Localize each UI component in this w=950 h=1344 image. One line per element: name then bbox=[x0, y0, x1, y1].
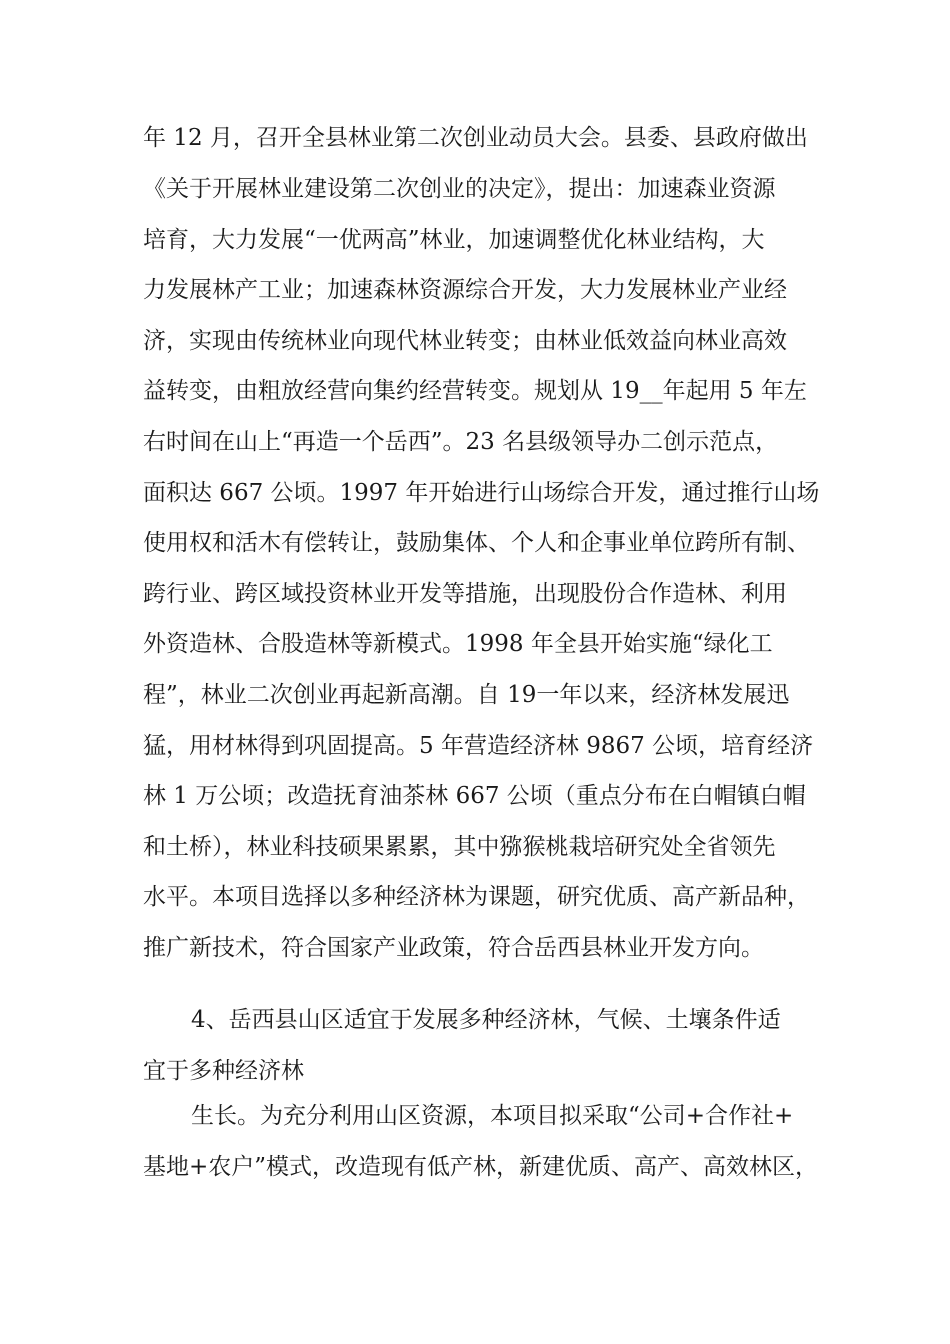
paragraph-line: 面积达 667 公顷。1997 年开始进行山场综合开发，通过推行山场 bbox=[143, 480, 820, 506]
paragraph-line: 益转变，由粗放经营向集约经营转变。规划从 19__年起用 5 年左 bbox=[143, 378, 807, 404]
paragraph-line: 林 1 万公顷；改造抚育油茶林 667 公顷（重点分布在白帽镇白帽 bbox=[143, 783, 806, 809]
paragraph-line: 和土桥），林业科技硕果累累，其中猕猴桃栽培研究处全省领先 bbox=[143, 834, 776, 860]
paragraph-line: 年 12 月，召开全县林业第二次创业动员大会。县委、县政府做出 bbox=[143, 125, 808, 151]
paragraph-line: 基地+农户”模式，改造现有低产林，新建优质、高产、高效林区， bbox=[143, 1154, 819, 1180]
paragraph-line: 使用权和活木有偿转让，鼓励集体、个人和企事业单位跨所有制、 bbox=[143, 530, 810, 556]
paragraph-line: 程”，林业二次创业再起新高潮。自 19一年以来，经济林发展迅 bbox=[143, 682, 790, 708]
paragraph-line: 猛，用材林得到巩固提高。5 年营造经济林 9867 公顷，培育经济 bbox=[143, 733, 814, 759]
paragraph-line: 推广新技术，符合国家产业政策，符合岳西县林业开发方向。 bbox=[143, 935, 764, 961]
paragraph-line: 外资造林、合股造林等新模式。1998 年全县开始实施“绿化工 bbox=[143, 631, 773, 657]
paragraph-line: 水平。本项目选择以多种经济林为课题，研究优质、高产新品种， bbox=[143, 884, 810, 910]
paragraph-line: 《关于开展林业建设第二次创业的决定》，提出：加速森业资源 bbox=[143, 176, 776, 202]
paragraph-line: 济，实现由传统林业向现代林业转变；由林业低效益向林业高效 bbox=[143, 328, 787, 354]
paragraph-line: 力发展林产工业；加速森林资源综合开发，大力发展林业产业经 bbox=[143, 277, 787, 303]
paragraph-line: 生长。为充分利用山区资源，本项目拟采取“公司+合作社+ bbox=[191, 1103, 794, 1129]
section-heading-line: 宜于多种经济林 bbox=[143, 1058, 304, 1084]
paragraph-line: 右时间在山上“再造一个岳西”。23 名县级领导办二创示范点， bbox=[143, 429, 779, 455]
paragraph-line: 跨行业、跨区域投资林业开发等措施，出现股份合作造林、利用 bbox=[143, 581, 787, 607]
section-heading-line: 4、岳西县山区适宜于发展多种经济林，气候、土壤条件适 bbox=[191, 1007, 781, 1033]
paragraph-line: 培育，大力发展“一优两高”林业，加速调整优化林业结构，大 bbox=[143, 227, 765, 253]
